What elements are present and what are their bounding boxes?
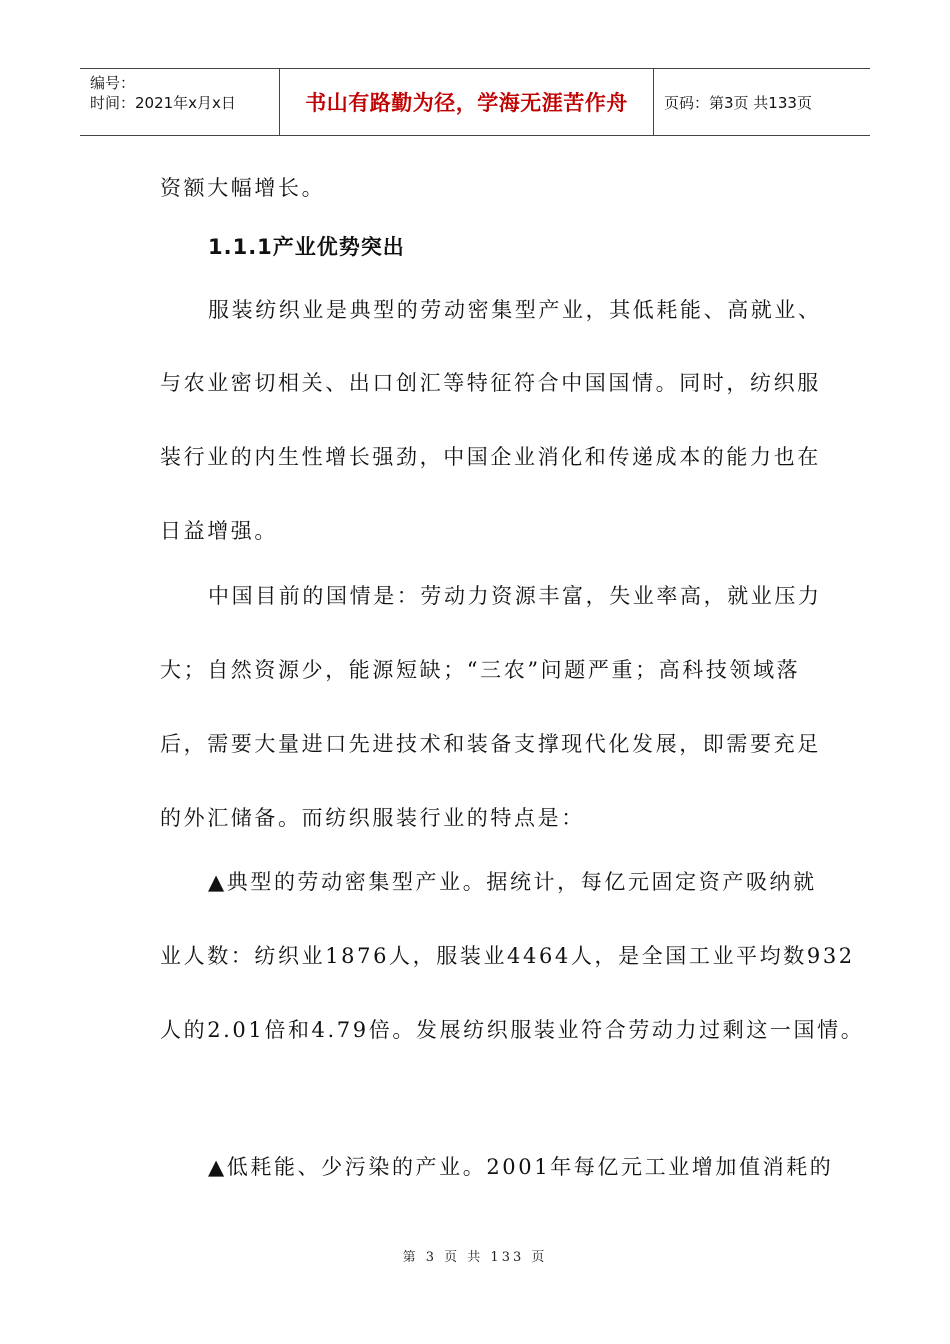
- header-page-info: 页码：第3页 共133页: [664, 93, 812, 112]
- body-line: ▲典型的劳动密集型产业。据统计，每亿元固定资产吸纳就: [208, 870, 817, 894]
- body-line: 中国目前的国情是：劳动力资源丰富，失业率高，就业压力: [208, 584, 822, 608]
- page-header: [80, 68, 870, 136]
- header-motto: 书山有路勤为径，学海无涯苦作舟: [280, 69, 654, 135]
- body-line: ▲低耗能、少污染的产业。2001年每亿元工业增加值消耗的: [208, 1155, 834, 1179]
- body-line: 日益增强。: [160, 519, 278, 543]
- page-footer: 第 3 页 共 133 页: [402, 1250, 548, 1265]
- header-meta-cell: [80, 69, 280, 135]
- doc-time-label: 时间：2021年x月x日: [90, 94, 236, 112]
- body-line: 服装纺织业是典型的劳动密集型产业，其低耗能、高就业、: [208, 298, 822, 322]
- body-line: 装行业的内生性增长强劲，中国企业消化和传递成本的能力也在: [160, 445, 821, 469]
- body-line: 人的2.01倍和4.79倍。发展纺织服装业符合劳动力过剩这一国情。: [160, 1018, 865, 1042]
- body-line: 资额大幅增长。: [160, 176, 326, 200]
- body-line: 与农业密切相关、出口创汇等特征符合中国国情。同时，纺织服: [160, 371, 821, 395]
- section-heading: 1.1.1产业优势突出: [208, 235, 405, 259]
- body-line: 的外汇储备。而纺织服装行业的特点是：: [160, 806, 585, 830]
- body-line: 业人数：纺织业1876人，服装业4464人，是全国工业平均数932: [160, 944, 855, 968]
- doc-number-label: 编号：: [90, 74, 136, 92]
- body-line: 后，需要大量进口先进技术和装备支撑现代化发展，即需要充足: [160, 732, 821, 756]
- body-line: 大；自然资源少，能源短缺；“三农”问题严重；高科技领域落: [160, 658, 801, 682]
